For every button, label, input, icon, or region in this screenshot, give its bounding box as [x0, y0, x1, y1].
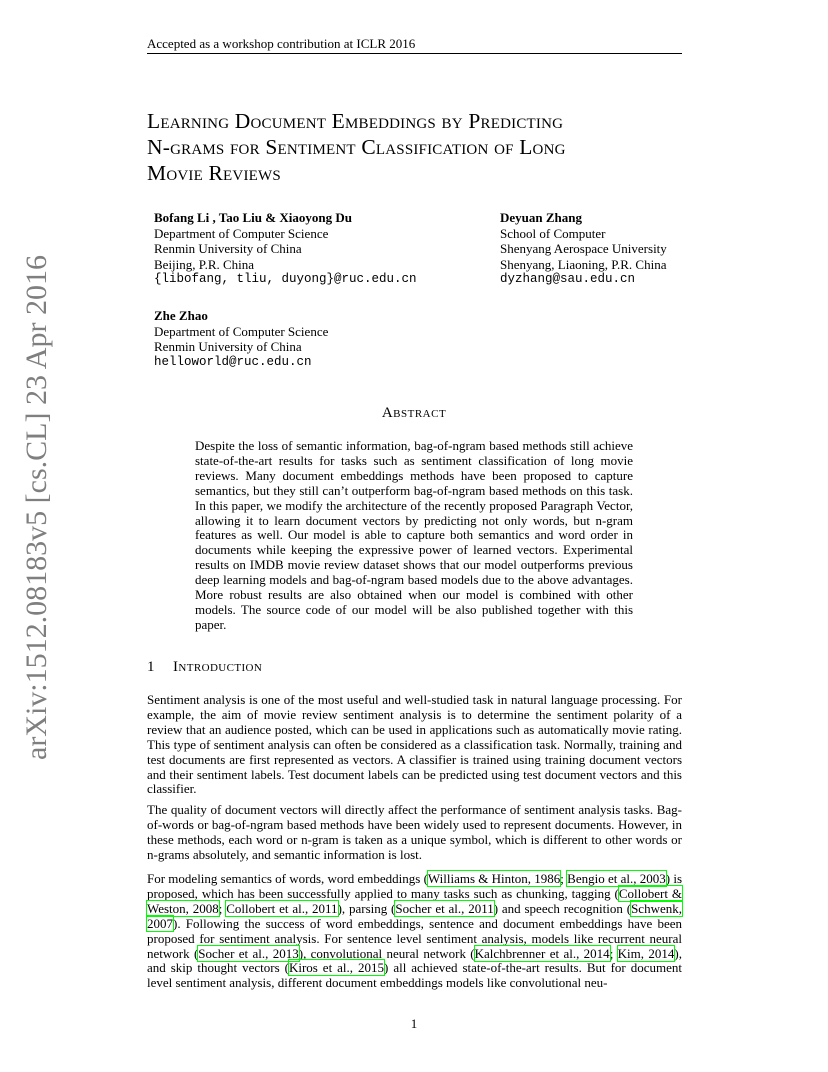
citation-link[interactable]: Socher et al., 2013: [198, 945, 299, 961]
text-span: ), parsing (: [337, 900, 396, 916]
author-email[interactable]: helloworld@ruc.edu.cn: [154, 354, 312, 369]
citation-link[interactable]: Williams & Hinton, 1986: [427, 871, 561, 886]
header-rule: [147, 53, 682, 54]
text-span: ) is proposed, which has been successfully applied to many tasks such as chunking, tagging (: [147, 871, 683, 901]
arxiv-stamp: arXiv:1512.08183v5 [cs.CL] 23 Apr 2016: [20, 255, 53, 760]
citation-link[interactable]: Collobert et al., 2011: [226, 900, 338, 916]
page-number: 1: [410, 1016, 418, 1031]
running-header: Accepted as a workshop contribution at ICLR 2016: [147, 36, 416, 51]
text-span: ;: [609, 945, 618, 961]
author-email[interactable]: dyzhang@sau.edu.cn: [500, 272, 636, 286]
author-organization: Renmin University of China: [154, 339, 302, 354]
author-department: Department of Computer Science: [154, 225, 329, 241]
text-span: ) and speech recognition (: [493, 900, 632, 916]
author-organization: Shenyang Aerospace University: [500, 241, 667, 256]
text-span: ;: [218, 900, 227, 916]
abstract-text: Despite the loss of semantic information, bag-of-ngram based methods still achieve state-of-the-art results for tasks such as sentiment classification of long movie reviews. Many document embeddings methods have been proposed to capture semantics, but they still can’t outperform bag-of-ngram based methods on this task. In this paper, we modify the architecture of the recently proposed Paragraph Vector, allowing it to learn document vectors by predicting not only words, but n-gram features as well. Our model is able to capture both semantics and word order in documents while keeping the expressive power of learned vectors. Experimental results on IMDB movie review dataset shows that our model outperforms previous deep learning models and bag-of-ngram based models due to the above advantages. More robust results are also obtained when our model is combined with other models. The source code of our model will be also published together with this paper.: [195, 438, 633, 632]
citation-link[interactable]: Kim, 2014: [617, 945, 675, 961]
intro-paragraph-3: [147, 872, 682, 991]
author-department: School of Computer: [500, 225, 606, 241]
title-line-2: N-grams for Sentiment Classification of Long: [147, 135, 566, 159]
author-department: Department of Computer Science: [154, 323, 329, 339]
author-block-2: [500, 210, 667, 288]
text-span: ), convolutional neural network (: [298, 945, 475, 961]
citation-link[interactable]: Schwenk, 2007: [147, 900, 682, 931]
citation-link[interactable]: Kiros et al., 2015: [288, 960, 385, 976]
section-heading-introduction: [147, 659, 262, 676]
paper-title: [147, 108, 687, 186]
author-names: Bofang Li , Tao Liu & Xiaoyong Du: [154, 210, 352, 225]
author-names: Zhe Zhao: [154, 308, 208, 323]
section-number: 1: [147, 659, 155, 675]
author-names: Deyuan Zhang: [500, 210, 582, 225]
title-line-1: Learning Document Embeddings by Predicting: [147, 109, 564, 133]
intro-paragraph-1: Sentiment analysis is one of the most useful and well-studied task in natural language processing. For example, the aim of movie review sentiment analysis is to determine the sentiment polarity of a review that an audience posted, which can be used in applications such as automatically movie rating. This type of sentiment analysis can often be considered as a classification task. Normally, training and test documents are first represented as vectors. A classifier is trained using training document vectors and their sentiment labels. Test document labels can be predicted using test document vectors and this classifier.: [147, 692, 682, 797]
abstract-heading: Abstract: [381, 405, 447, 421]
author-location: Beijing, P.R. China: [154, 256, 255, 272]
title-line-3: Movie Reviews: [147, 161, 281, 185]
text-span: ), and skip thought vectors (: [147, 945, 682, 976]
author-email[interactable]: {libofang, tliu, duyong}@ruc.edu.cn: [154, 272, 417, 286]
text-span: ). Following the success of word embeddings, sentence and document embeddings have been proposed for sentiment analysis. For sentence level sentiment analysis, models like recurrent neural network (: [147, 915, 682, 961]
author-organization: Renmin University of China: [154, 241, 302, 256]
author-block-1: [154, 210, 417, 288]
text-span: ;: [560, 871, 568, 886]
text-span: ) all achieved state-of-the-art results. But for document level sentiment analysis, different document embeddings models like convolutional neu-: [147, 960, 682, 991]
author-location: Shenyang, Liaoning, P.R. China: [500, 256, 667, 272]
citation-link[interactable]: Bengio et al., 2003: [567, 871, 666, 886]
author-block-3: [154, 308, 328, 370]
citation-link[interactable]: Socher et al., 2011: [395, 900, 494, 916]
text-span: For modeling semantics of words, word embeddings (: [147, 871, 428, 886]
intro-paragraph-2: The quality of document vectors will directly affect the performance of sentiment analysis tasks. Bag-of-words or bag-of-ngram based methods have been widely used to represent documents. However, in these methods, each word or n-gram is taken as a unique symbol, which is different to other words or n-grams absolutely, and semantic information is lost.: [147, 802, 682, 862]
citation-link[interactable]: Kalchbrenner et al., 2014: [474, 945, 610, 961]
section-title: Introduction: [173, 659, 263, 675]
citation-link[interactable]: Collobert & Weston, 2008: [147, 885, 682, 916]
